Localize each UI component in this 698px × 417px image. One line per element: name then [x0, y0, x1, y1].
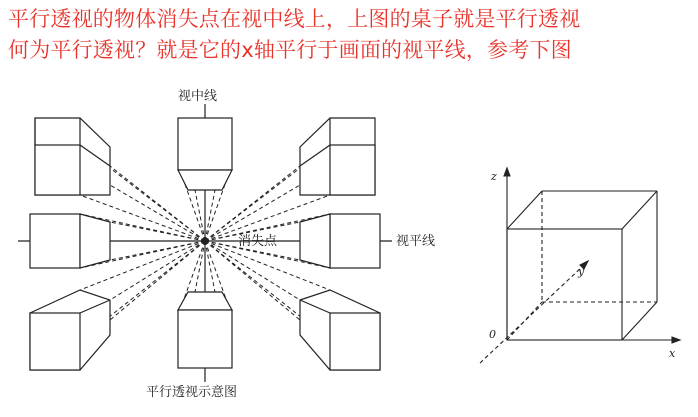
cube-bottom-center: [178, 292, 232, 368]
caption-parallel-perspective: 平行透视示意图: [146, 385, 238, 400]
cube-middle-right: [300, 214, 380, 268]
cube-front-face: [507, 229, 622, 340]
header-line-1: 平行透视的物体消失点在视中线上，上图的桌子就是平行透视: [8, 7, 581, 31]
y-axis-dashed: [480, 265, 584, 363]
cube-bottom-left: [30, 290, 110, 370]
label-vanishing-point: 消失点: [238, 234, 278, 249]
axis-label-z: z: [491, 170, 497, 183]
cube-top-right: [300, 118, 375, 195]
header-line-2: 何为平行透视？就是它的x轴平行于画面的视平线，参考下图: [8, 38, 572, 62]
left-perspective-diagram: [18, 104, 392, 382]
axis-label-x: x: [669, 347, 676, 360]
cube-top-left: [35, 118, 110, 195]
origin-label: 0: [489, 328, 496, 341]
cube-bottom-right: [300, 290, 380, 370]
label-center-line: 视中线: [178, 89, 218, 104]
cube-middle-left: [30, 214, 110, 268]
cube-top-center: [178, 118, 232, 190]
vanishing-point-marker: [202, 238, 208, 244]
axis-label-y: y: [578, 265, 585, 278]
label-horizon: 视平线: [396, 234, 436, 249]
